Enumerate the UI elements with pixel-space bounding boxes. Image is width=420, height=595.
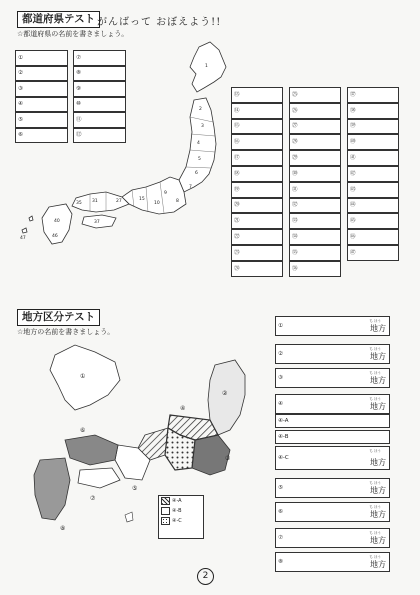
japan-region-map [20, 340, 260, 565]
pref-answer-36[interactable] [289, 261, 341, 277]
pref-answer-14-number: ⑭ [234, 107, 240, 114]
pref-answer-2-number: ② [18, 70, 23, 77]
pref-answer-8-number: ⑧ [76, 70, 81, 77]
region-answer-2-number: ② [278, 351, 283, 357]
pref-answer-20[interactable] [231, 198, 283, 214]
pref-answer-13[interactable] [231, 87, 283, 103]
pref-answer-15-number: ⑮ [234, 123, 240, 130]
region-answer-10-ruby: ち ほう [369, 531, 381, 535]
region-answer-7-number: ④-C [278, 455, 289, 461]
pref-answer-3-number: ③ [18, 85, 23, 92]
legend-label-b: ④-B [172, 508, 182, 514]
pref-answer-18[interactable] [231, 166, 283, 182]
map-label-4: 4 [197, 141, 200, 146]
region-answer-1-suffix: 地方 [370, 324, 386, 333]
map-label-8: 8 [176, 199, 179, 204]
pref-answer-32-number: ㉜ [292, 202, 298, 209]
pref-answer-16-number: ⑯ [234, 139, 240, 146]
region-answer-11-ruby: ち ほう [369, 555, 381, 559]
pref-answer-1-number: ① [18, 54, 23, 61]
region-instruction: ☆地方の名前を書きましょう。 [17, 328, 115, 336]
pref-answer-35[interactable] [289, 245, 341, 261]
pref-answer-39-number: ㊴ [350, 123, 356, 130]
map-label-3: 3 [201, 124, 204, 129]
map-label-15: 15 [139, 197, 145, 202]
region-answer-3-ruby: ち ほう [369, 371, 381, 375]
pref-answer-30[interactable] [289, 166, 341, 182]
pref-answer-42[interactable] [347, 166, 399, 182]
map-label-46: 46 [52, 234, 58, 239]
region-answer-4[interactable] [275, 394, 390, 414]
region-answer-1-number: ① [278, 323, 283, 329]
region-answer-3-number: ③ [278, 375, 283, 381]
pref-answer-17[interactable] [231, 150, 283, 166]
pref-answer-20-number: ⑳ [234, 202, 240, 209]
pref-answer-9-number: ⑨ [76, 85, 81, 92]
region-answer-9[interactable] [275, 502, 390, 522]
pref-answer-11-number: ⑪ [76, 116, 82, 123]
pref-answer-17-number: ⑰ [234, 155, 240, 162]
pref-answer-21[interactable] [231, 213, 283, 229]
pref-answer-34-number: ㉞ [292, 234, 298, 241]
pref-answer-18-number: ⑱ [234, 170, 240, 177]
pref-answer-15[interactable] [231, 119, 283, 135]
pref-answer-33[interactable] [289, 213, 341, 229]
pref-answer-21-number: ㉑ [234, 218, 240, 225]
handwritten-note: がんばって おぼえよう!! [97, 17, 222, 28]
page-number: 2 [197, 568, 214, 585]
region-map-label-6: ⑥ [80, 427, 86, 434]
map-label-1: 1 [205, 64, 208, 69]
pref-answer-27[interactable] [289, 119, 341, 135]
map-label-27: 27 [116, 199, 122, 204]
region-test-title: 地方区分テスト [17, 309, 100, 326]
pref-answer-32[interactable] [289, 198, 341, 214]
region-answer-2[interactable] [275, 344, 390, 364]
pref-answer-24-number: ㉔ [234, 265, 240, 272]
pref-answer-40-number: ㊵ [350, 139, 356, 146]
legend-label-a: ④-A [172, 498, 182, 504]
map-label-37: 37 [94, 220, 100, 225]
pref-answer-35-number: ㉟ [292, 249, 298, 256]
region-map-legend [158, 495, 204, 539]
pref-answer-26[interactable] [289, 103, 341, 119]
pref-answer-47-number: ㊼ [350, 249, 356, 256]
pref-answer-41-number: ㊶ [350, 155, 356, 162]
pref-answer-44-number: ㊹ [350, 202, 356, 209]
prefecture-test-title: 都道府県テスト [17, 11, 100, 28]
map-label-10: 10 [154, 201, 160, 206]
pref-answer-31-number: ㉛ [292, 186, 298, 193]
region-answer-10-number: ⑦ [278, 535, 283, 541]
pref-answer-39[interactable] [347, 119, 399, 135]
pref-answer-5-number: ⑤ [18, 116, 23, 123]
region-answer-4-ruby: ち ほう [369, 397, 381, 401]
region-answer-3-suffix: 地方 [370, 376, 386, 385]
region-answer-1[interactable] [275, 316, 390, 336]
pref-answer-47[interactable] [347, 245, 399, 261]
map-label-31: 31 [92, 199, 98, 204]
pref-answer-30-number: ㉚ [292, 170, 298, 177]
region-answer-5[interactable] [275, 414, 390, 428]
region-answer-8-number: ⑤ [278, 485, 283, 491]
pref-answer-38-number: ㊳ [350, 107, 356, 114]
pref-answer-22-number: ㉒ [234, 234, 240, 241]
pref-answer-45[interactable] [347, 213, 399, 229]
pref-answer-23-number: ㉓ [234, 249, 240, 256]
region-answer-2-ruby: ち ほう [369, 347, 381, 351]
region-answer-9-ruby: ち ほう [369, 505, 381, 509]
pref-answer-38[interactable] [347, 103, 399, 119]
region-answer-3[interactable] [275, 368, 390, 388]
region-answer-4-suffix: 地方 [370, 402, 386, 411]
pref-answer-40[interactable] [347, 134, 399, 150]
pref-answer-25-number: ㉕ [292, 91, 298, 98]
pref-answer-34[interactable] [289, 229, 341, 245]
region-answer-10-suffix: 地方 [370, 536, 386, 545]
pref-answer-46-number: ㊻ [350, 234, 356, 241]
region-map-label-4: ④ [180, 405, 186, 412]
pref-answer-19-number: ⑲ [234, 186, 240, 193]
region-answer-8-suffix: 地方 [370, 486, 386, 495]
pref-answer-43[interactable] [347, 182, 399, 198]
pref-answer-37-number: ㊲ [350, 91, 356, 98]
pref-answer-24[interactable] [231, 261, 283, 277]
region-answer-8-ruby: ち ほう [369, 481, 381, 485]
pref-answer-28[interactable] [289, 134, 341, 150]
map-label-6: 6 [195, 171, 198, 176]
pref-answer-28-number: ㉘ [292, 139, 298, 146]
region-answer-11-suffix: 地方 [370, 560, 386, 569]
region-answer-9-suffix: 地方 [370, 510, 386, 519]
pref-answer-46[interactable] [347, 229, 399, 245]
region-answer-10[interactable] [275, 528, 390, 548]
region-answer-7-suffix: 地方 [370, 458, 386, 467]
pref-answer-37[interactable] [347, 87, 399, 103]
region-answer-6-number: ④-B [278, 434, 289, 440]
map-label-35: 35 [76, 201, 82, 206]
pref-answer-45-number: ㊺ [350, 218, 356, 225]
region-answer-4-number: ④ [278, 401, 283, 407]
pref-answer-27-number: ㉗ [292, 123, 298, 130]
pref-answer-25[interactable] [289, 87, 341, 103]
pref-answer-31[interactable] [289, 182, 341, 198]
pref-answer-29-number: ㉙ [292, 155, 298, 162]
map-label-40: 40 [54, 219, 60, 224]
pref-answer-43-number: ㊸ [350, 186, 356, 193]
pref-answer-4-number: ④ [18, 101, 23, 108]
pref-answer-26-number: ㉖ [292, 107, 298, 114]
region-answer-7[interactable] [275, 446, 390, 470]
pref-answer-36-number: ㊱ [292, 265, 298, 272]
pref-answer-42-number: ㊷ [350, 170, 356, 177]
map-label-7: 7 [189, 185, 192, 190]
map-label-47: 47 [20, 236, 26, 241]
pref-answer-23[interactable] [231, 245, 283, 261]
pref-answer-13-number: ⑬ [234, 91, 240, 98]
region-answer-6[interactable] [275, 430, 390, 444]
region-answer-8[interactable] [275, 478, 390, 498]
region-map-label-3: ③ [225, 455, 231, 462]
pref-answer-7-number: ⑦ [76, 54, 81, 61]
pref-answer-14[interactable] [231, 103, 283, 119]
region-answer-2-suffix: 地方 [370, 352, 386, 361]
pref-answer-33-number: ㉝ [292, 218, 298, 225]
map-label-9: 9 [164, 191, 167, 196]
pref-answer-16[interactable] [231, 134, 283, 150]
pref-answer-44[interactable] [347, 198, 399, 214]
region-map-label-1: ① [80, 373, 86, 380]
region-answer-11[interactable] [275, 552, 390, 572]
japan-prefecture-map [14, 32, 229, 262]
region-map-label-5: ⑤ [132, 485, 138, 492]
prefecture-instruction: ☆都道府県の名前を書きましょう。 [17, 30, 129, 38]
region-answer-1-ruby: ち ほう [369, 319, 381, 323]
pref-answer-41[interactable] [347, 150, 399, 166]
region-answer-9-number: ⑥ [278, 509, 283, 515]
pref-answer-10-number: ⑩ [76, 101, 81, 108]
region-answer-11-number: ⑧ [278, 559, 283, 565]
region-map-label-7: ⑦ [90, 495, 96, 502]
region-answer-7-ruby: ち ほう [369, 449, 381, 453]
map-label-2: 2 [199, 107, 202, 112]
map-label-5: 5 [198, 157, 201, 162]
pref-answer-29[interactable] [289, 150, 341, 166]
pref-answer-12-number: ⑫ [76, 132, 82, 139]
region-map-label-2: ② [222, 390, 228, 397]
legend-label-c: ④-C [172, 518, 182, 524]
region-answer-5-number: ④-A [278, 418, 289, 424]
pref-answer-6-number: ⑥ [18, 132, 23, 139]
pref-answer-19[interactable] [231, 182, 283, 198]
region-map-label-8: ⑧ [60, 525, 66, 532]
pref-answer-22[interactable] [231, 229, 283, 245]
